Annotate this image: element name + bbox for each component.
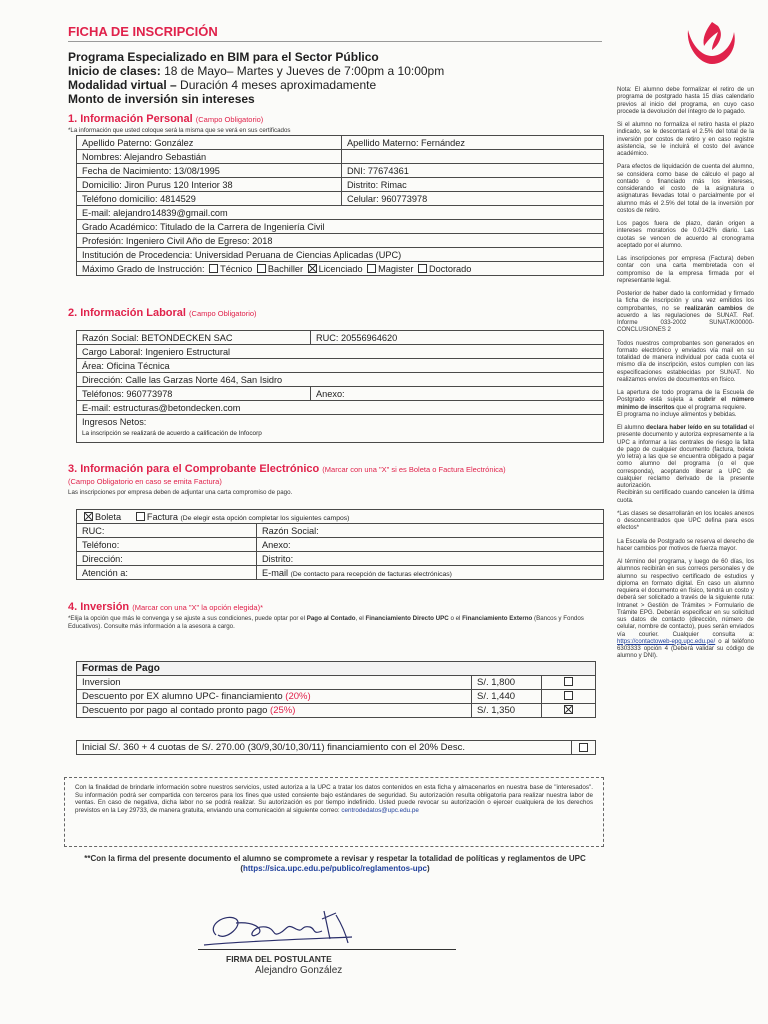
grado-magister-checkbox[interactable] bbox=[367, 264, 376, 273]
sidebar-note: La apertura de todo programa de la Escuela de Postgrado está sujeta a cubrir el número mínimo de inscritos que el programa requiere. El programa no incluye alimentos y bebidas. bbox=[617, 389, 754, 418]
section1-title: 1. Información Personal (Campo Obligatorio) bbox=[68, 113, 264, 125]
empty-cell bbox=[342, 150, 604, 164]
payment-option-label: Descuento por EX alumno UPC- financiamiento (20%) bbox=[77, 690, 472, 704]
max-grado-row bbox=[77, 262, 604, 276]
factura-label: Factura bbox=[146, 511, 178, 522]
sidebar-note: Posterior de haber dado la conformidad y firmado la ficha de inscripción y una vez emitidos los comprobantes, no se realizarán cambios de acuerdo a las regulaciones de SUNAT. Ref. Informe 033-2002 SUNAT/K00000-CONCLUSIONES 2 bbox=[617, 290, 754, 334]
payment-option-amount: S/. 1,350 bbox=[472, 704, 542, 718]
policy-statement: **Con la firma del presente documento el alumno se compromete a revisar y respetar la totalidad de políticas y reglamentos de UPC (https://sica.upc.edu.pe/publico/reglamentos-upc) bbox=[84, 854, 586, 873]
signer-name: Alejandro González bbox=[255, 965, 343, 976]
grado-option-label: Magister bbox=[378, 263, 414, 274]
payment-option-amount: S/. 1,440 bbox=[472, 690, 542, 704]
mode-line: Modalidad virtual – Duración 4 meses aproximadamente bbox=[68, 78, 377, 92]
ingresos-field[interactable] bbox=[77, 415, 604, 443]
payment-table-header: Formas de Pago bbox=[77, 662, 596, 676]
payment-option-checkbox-cell bbox=[542, 704, 596, 718]
invoice-direccion-field[interactable]: Dirección: bbox=[77, 552, 257, 566]
grado-option-label: Técnico bbox=[220, 263, 253, 274]
apellido-materno-field[interactable]: Apellido Materno: Fernández bbox=[342, 136, 604, 150]
program-name: Programa Especializado en BIM para el Sector Público bbox=[68, 50, 379, 64]
telefono-domicilio-field[interactable]: Teléfono domicilio: 4814529 bbox=[77, 192, 342, 206]
area-field[interactable]: Área: Oficina Técnica bbox=[77, 359, 604, 373]
dni-field[interactable]: DNI: 77674361 bbox=[342, 164, 604, 178]
sidebar-note: *Las clases se desarrollarán en los locales anexos o desconcentrados que UPC defina para esos efectos* bbox=[617, 509, 754, 532]
ruc-field[interactable]: RUC: 20556964620 bbox=[311, 331, 604, 345]
section3-title: 3. Información para el Comprobante Electrónico (Marcar con una "X" si es Boleta o Factura Electrónica) bbox=[68, 463, 506, 475]
sidebar-note: Los pagos fuera de plazo, darán origen a intereses moratorios de 0.0142% diario. Las cuotas se vencen de acuerdo al cronograma aceptado por el alumno. bbox=[617, 220, 754, 249]
profesion-field[interactable]: Profesión: Ingeniero Civil Año de Egreso: 2018 bbox=[77, 234, 604, 248]
grado-licenciado-checkbox[interactable] bbox=[308, 264, 317, 273]
max-grado-label: Máximo Grado de Instrucción: bbox=[82, 263, 205, 274]
ingresos-label: Ingresos Netos: bbox=[82, 417, 147, 427]
financing-option-label: Inicial S/. 360 + 4 cuotas de S/. 270.00 (30/9,30/10,30/11) financiamiento con el 20% Desc. bbox=[77, 741, 572, 755]
financing-table bbox=[76, 740, 596, 755]
razon-social-field[interactable]: Razón Social: BETONDECKEN SAC bbox=[77, 331, 311, 345]
contado-checkbox[interactable] bbox=[564, 705, 573, 714]
section3-note: Las inscripciones por empresa deben de adjuntar una carta compromiso de pago. bbox=[68, 489, 293, 496]
payment-option-label: Descuento por pago al contado pronto pago (25%) bbox=[77, 704, 472, 718]
direccion-field[interactable]: Dirección: Calle las Garzas Norte 464, San Isidro bbox=[77, 373, 604, 387]
privacy-email-link[interactable]: centrodedatos@upc.edu.pe bbox=[341, 806, 419, 814]
section1-note: *La información que usted coloque será la misma que se verá en sus certificados bbox=[68, 127, 291, 134]
invoice-telefono-field[interactable]: Teléfono: bbox=[77, 538, 257, 552]
sidebar-note: Para efectos de liquidación de cuenta del alumno, se considera como base de cálculo el pago al contado o financiado más los intereses, considerando el costo de la asignatura o asignaturas llevadas total o parcialmente por el alumno más el 2.5% del total de la inversión por costos de retiro. bbox=[617, 163, 754, 214]
sidebar-note: Todos nuestros comprobantes son generados en formato electrónico y enviados vía mail en su totalidad de manera individual por cada cuota el mismo día de inscripción, estos cumplen con las especificaciones establecidas por SUNAT. No realizamos envíos de documentos en físico. bbox=[617, 339, 754, 383]
invoice-email-field[interactable] bbox=[257, 566, 604, 580]
upc-logo-icon bbox=[682, 18, 740, 70]
institucion-field[interactable]: Institución de Procedencia: Universidad Peruana de Ciencias Aplicadas (UPC) bbox=[77, 248, 604, 262]
apellido-paterno-field[interactable]: Apellido Paterno: González bbox=[77, 136, 342, 150]
sidebar-notes bbox=[617, 86, 754, 666]
invoice-atencion-field[interactable]: Atención a: bbox=[77, 566, 257, 580]
grado-tecnico-checkbox[interactable] bbox=[209, 264, 218, 273]
form-title: FICHA DE INSCRIPCIÓN bbox=[68, 24, 218, 39]
grado-option-label: Licenciado bbox=[318, 263, 363, 274]
section3-subtitle2: (Campo Obligatorio en caso se emita Factura) bbox=[68, 477, 222, 486]
cargo-field[interactable]: Cargo Laboral: Ingeniero Estructural bbox=[77, 345, 604, 359]
payment-option-checkbox-cell bbox=[542, 690, 596, 704]
boleta-label: Boleta bbox=[95, 511, 122, 522]
grado-academico-field[interactable]: Grado Académico: Titulado de la Carrera de Ingeniería Civil bbox=[77, 220, 604, 234]
boleta-checkbox[interactable] bbox=[84, 512, 93, 521]
receipt-type-row bbox=[77, 510, 604, 524]
invoice-email-note: (De contacto para recepción de facturas electrónicas) bbox=[290, 570, 452, 578]
grado-option-label: Doctorado bbox=[428, 263, 472, 274]
factura-checkbox[interactable] bbox=[136, 512, 145, 521]
grado-option-label: Bachiller bbox=[267, 263, 304, 274]
section4-note: *Elija la opción que más le convenga y se ajuste a sus condiciones, puede optar por el Pago al Contado, el Financiamiento Directo UPC o el Financiamiento Externo (Bancos y Fondos Educativos). Consulte más información a la asesora a cargo. bbox=[68, 615, 584, 630]
privacy-notice: Con la finalidad de brindarle información sobre nuestros servicios, usted autoriza a la UPC a tratar los datos contenidos en esta ficha y almacenarlos en nuestra base de "interesados". Su información podrá ser compartida con terceros para los fines que usted consiente bajo estándares de seguridad. Su autorización resulta obligatoria para realizar nuestra labor de ventas. En caso de negativa, dicha labor no se podrá realizar. Su autorización es por tiempo indefinido. Usted puede revocar su autorización o ejercer cualquiera de los derechos previstos en la Ley 29733, de manera gratuita, enviando una comunicación al siguiente correo: centrodedatos@upc.edu.pe bbox=[64, 777, 604, 847]
start-line: Inicio de clases: 18 de Mayo– Martes y Jueves de 7:00pm a 10:00pm bbox=[68, 64, 445, 78]
sidebar-note: El alumno declara haber leído en su totalidad el presente documento y autoriza expresamente a la UPC a informar a las centrales de riesgo la falta de pago de cualquier documento (factura, boleta y/o letra) a las que se encuentra obligado a pagar como alumno del programa (o el que corresponda), aceptando liberar a UPC de cualquier reclamo derivado de la presente autorización. Recibirán su certificado cuando cancelen la última cuota. bbox=[617, 424, 754, 504]
invoice-ruc-field[interactable]: RUC: bbox=[77, 524, 257, 538]
distrito-field[interactable]: Distrito: Rimac bbox=[342, 178, 604, 192]
payment-table bbox=[76, 661, 596, 718]
work-email-field[interactable]: E-mail: estructuras@betondecken.com bbox=[77, 401, 604, 415]
invoice-table bbox=[76, 509, 604, 580]
celular-field[interactable]: Celular: 960773978 bbox=[342, 192, 604, 206]
payment-option-label: Inversion bbox=[77, 676, 472, 690]
payment-option-checkbox-cell bbox=[542, 676, 596, 690]
signature-label: FIRMA DEL POSTULANTE bbox=[226, 954, 332, 964]
sidebar-note: Si el alumno no formaliza el retiro hasta el plazo indicado, se le descontará el 2.5% del total de la inversión por costos de retiro y en caso registre asistencia, se le incluirá el costo del avance académico. bbox=[617, 121, 754, 157]
personal-info-table bbox=[76, 135, 604, 276]
fecha-nacimiento-field[interactable]: Fecha de Nacimiento: 13/08/1995 bbox=[77, 164, 342, 178]
domicilio-field[interactable]: Domicilio: Jiron Purus 120 Interior 38 bbox=[77, 178, 342, 192]
section2-title: 2. Información Laboral (Campo Obligatorio) bbox=[68, 307, 257, 319]
telefonos-field[interactable]: Teléfonos: 960773978 bbox=[77, 387, 311, 401]
signature-line bbox=[198, 949, 456, 950]
factura-note: (De elegir esta opción completar los siguientes campos) bbox=[180, 514, 350, 522]
regulations-link[interactable]: https://sica.upc.edu.pe/publico/reglamentos-upc bbox=[242, 864, 428, 873]
email-field[interactable]: E-mail: alejandro14839@gmail.com bbox=[77, 206, 604, 220]
grado-doctorado-checkbox[interactable] bbox=[418, 264, 427, 273]
nombres-field[interactable]: Nombres: Alejandro Sebastián bbox=[77, 150, 342, 164]
financing-checkbox-cell bbox=[572, 741, 596, 755]
section4-title: 4. Inversión (Marcar con una "X" la opción elegida)* bbox=[68, 601, 264, 613]
sidebar-note: Al término del programa, y luego de 60 días, los alumnos recibirán en sus correos personales y de alumno su respectivo certificado de estudios y diploma en formato digital. En caso un alumno requiera el documento en físico, tendrá un costo y deberá ser solicitado a través de la siguiente ruta: Intranet > Gestión de Trámites > Formulario de Trámite EPG. Deberán especificar en su solicitud sus datos de contacto (dirección, número de celular, nombre de contacto), pues serán enviados vía courier. Cualquier consulta a: https://contactoweb-epg.upc.edu.pe/ o al teléfono 6303333 opción 4 (Deberá validar su código de alumno y DNI). bbox=[617, 558, 754, 660]
investment-line: Monto de inversión sin intereses bbox=[68, 92, 255, 106]
financing-checkbox[interactable] bbox=[579, 743, 588, 752]
handwritten-signature bbox=[196, 895, 356, 955]
payment-option-amount: S/. 1,800 bbox=[472, 676, 542, 690]
header-divider bbox=[68, 41, 602, 42]
invoice-anexo-field[interactable]: Anexo: bbox=[257, 538, 604, 552]
invoice-distrito-field[interactable]: Distrito: bbox=[257, 552, 604, 566]
ingresos-note: La inscripción se realizará de acuerdo a calificación de Infocorp bbox=[82, 430, 262, 437]
sidebar-note: La Escuela de Postgrado se reserva el derecho de hacer cambios por motivos de fuerza mayor. bbox=[617, 537, 754, 552]
ex-alumno-checkbox[interactable] bbox=[564, 691, 573, 700]
inversion-checkbox[interactable] bbox=[564, 677, 573, 686]
invoice-razon-social-field[interactable]: Razón Social: bbox=[257, 524, 604, 538]
anexo-field[interactable]: Anexo: bbox=[311, 387, 604, 401]
contact-link[interactable]: https://contactoweb-epg.upc.edu.pe/ bbox=[617, 637, 716, 645]
grado-bachiller-checkbox[interactable] bbox=[257, 264, 266, 273]
invoice-email-label: E-mail bbox=[262, 567, 289, 578]
sidebar-note: Nota: El alumno debe formalizar el retiro de un programa de postgrado hasta 15 días calendario previos al inicio del programa, en cuyo caso procede la devolución del íntegro de lo pagado. bbox=[617, 86, 754, 115]
sidebar-note: Las inscripciones por empresa (Factura) deben contar con una carta membretada con el compromiso de la empresa firmada por el representante legal. bbox=[617, 255, 754, 284]
work-info-table bbox=[76, 330, 604, 443]
